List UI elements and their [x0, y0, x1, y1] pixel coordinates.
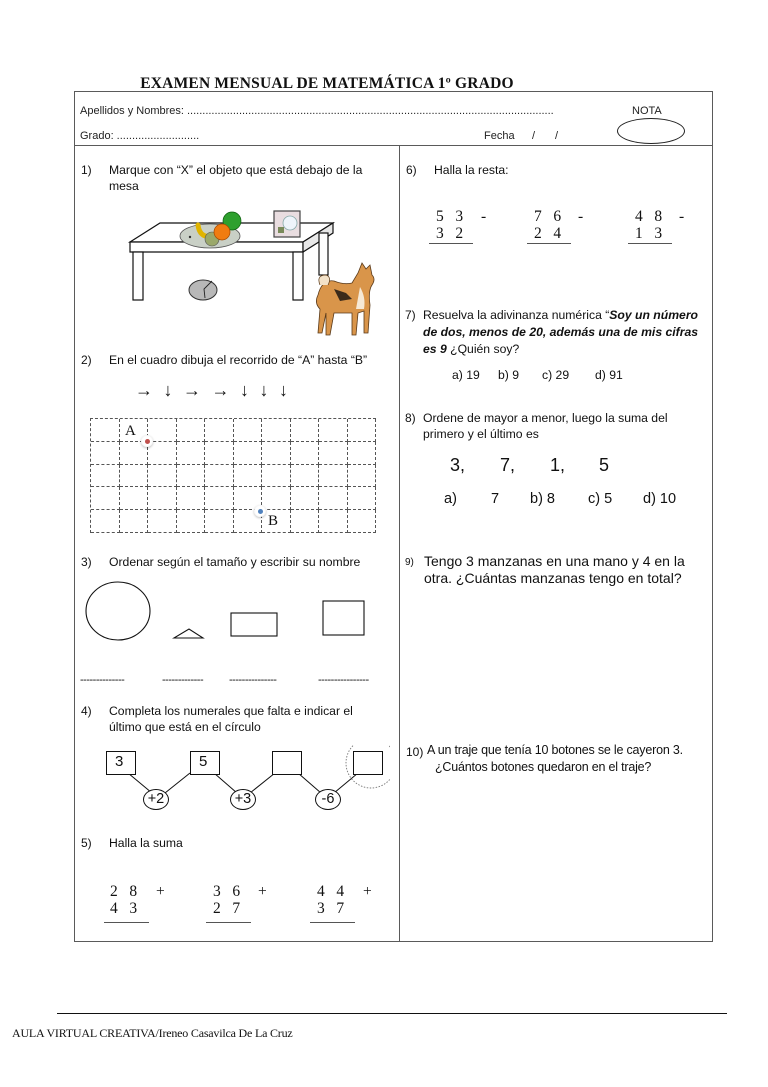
- sum-2-line: [206, 922, 251, 923]
- question-8-line: primero y el último es: [423, 427, 539, 441]
- arrow-down-icon: ↓: [163, 380, 176, 400]
- column-divider: [399, 145, 400, 942]
- q7-option-a[interactable]: a) 19: [452, 368, 480, 382]
- diff-3-top: 4 8: [635, 208, 663, 225]
- diff-3-bottom: 1 3: [635, 225, 663, 242]
- question-6-text: Halla la resta:: [434, 163, 509, 177]
- question-6-number: 6): [406, 163, 417, 177]
- question-7-text: Resuelva la adivinanza numérica “Soy un número de dos, menos de 20, además una de mis cifras es 9 ¿Quién soy?: [423, 308, 699, 356]
- sum-3-top: 4 4: [317, 883, 345, 900]
- diff-3-sign: -: [679, 208, 685, 225]
- q8-option-b[interactable]: b) 8: [530, 491, 555, 507]
- arrow-right-icon: →: [211, 380, 233, 400]
- sum-2-bottom: 2 7: [213, 900, 241, 917]
- circle-shape-icon: [86, 582, 150, 640]
- operator-circle-2: +3: [230, 789, 256, 810]
- question-1-number: 1): [81, 163, 92, 177]
- point-a-label: A: [125, 423, 136, 439]
- date-separator: /: [532, 130, 536, 142]
- sum-1-line: [104, 922, 149, 923]
- question-5-text: Halla la suma: [109, 836, 183, 850]
- diff-2-sign: -: [578, 208, 584, 225]
- blank-4[interactable]: ----------------: [318, 674, 369, 686]
- date-label: Fecha: [484, 130, 515, 142]
- question-1-line: mesa: [109, 179, 139, 193]
- question-4-text: [109, 703, 394, 735]
- arrow-down-icon: ↓: [259, 380, 272, 400]
- number-box-1: 3: [106, 751, 136, 775]
- question-1-line: Marque con “X” el objeto que está debajo de la: [109, 163, 363, 177]
- question-9-text: [424, 553, 714, 587]
- q8-number-3: 1,: [550, 455, 566, 475]
- question-5-number: 5): [81, 836, 92, 850]
- date-separator: /: [555, 130, 559, 142]
- sum-2-top: 3 6: [213, 883, 241, 900]
- q8-option-d[interactable]: d) 10: [643, 491, 677, 507]
- operator-circle-1: +2: [143, 789, 169, 810]
- question-8-line: Ordene de mayor a menor, luego la suma del: [423, 411, 668, 425]
- q8-number-1: 3,: [450, 455, 466, 475]
- q7-option-c[interactable]: c) 29: [542, 368, 570, 382]
- arrow-down-icon: ↓: [279, 380, 291, 400]
- q8-number-4: 5: [599, 455, 610, 475]
- shapes-figure: [80, 575, 380, 645]
- question-9-number: 9): [405, 557, 414, 568]
- question-8-text: [423, 410, 715, 442]
- diff-1-sign: -: [481, 208, 487, 225]
- question-10-line: A un traje que tenía 10 botones se le cayeron 3.: [427, 743, 683, 757]
- question-9-line: otra. ¿Cuántas manzanas tengo en total?: [424, 570, 682, 586]
- table-scene-image[interactable]: [120, 205, 385, 345]
- question-8-number: 8): [405, 411, 416, 425]
- title-text: EXAMEN MENSUAL DE MATEMÁTICA 1º GRADO: [140, 75, 514, 92]
- question-10-text: [427, 742, 717, 776]
- point-b-label: B: [268, 513, 279, 529]
- footer-credit: AULA VIRTUAL CREATIVA/Ireneo Casavilca De La Cruz: [12, 1026, 293, 1040]
- question-3-text: Ordenar según el tamaño y escribir su nombre: [109, 555, 361, 569]
- diff-1-bottom: 3 2: [436, 225, 464, 242]
- triangle-shape-icon: [174, 629, 203, 638]
- question-2-number: 2): [81, 353, 92, 367]
- blank-2[interactable]: -------------: [162, 674, 204, 686]
- q8-number-2: 7,: [500, 455, 516, 475]
- grade-field[interactable]: Grado: ...........................: [80, 130, 200, 142]
- sum-2-sign: +: [258, 883, 267, 900]
- diff-2-line: [527, 243, 571, 244]
- q7-option-d[interactable]: d) 91: [595, 368, 623, 382]
- arrow-right-icon: →: [183, 380, 204, 400]
- diff-1-line: [429, 243, 473, 244]
- question-7-number: 7): [405, 308, 416, 322]
- footer-rule: [57, 1013, 727, 1014]
- question-2-text: En el cuadro dibuja el recorrido de “A” hasta “B”: [109, 353, 368, 367]
- direction-arrows: [135, 380, 291, 401]
- question-1-text: [109, 162, 394, 194]
- blank-1[interactable]: --------------: [80, 674, 125, 686]
- number-box-2: 5: [190, 751, 220, 775]
- diff-1-top: 5 3: [436, 208, 464, 225]
- question-4-line: Completa los numerales que falta e indicar el: [109, 704, 353, 718]
- nota-label: NOTA: [632, 105, 662, 117]
- diff-2-bottom: 2 4: [534, 225, 562, 242]
- sum-1-bottom: 4 3: [110, 900, 138, 917]
- question-4-number: 4): [81, 704, 92, 718]
- point-b-marker: [254, 505, 266, 517]
- number-box-4[interactable]: [353, 751, 383, 775]
- fruit-basket-icon: [180, 212, 241, 248]
- question-3-number: 3): [81, 555, 92, 569]
- nota-oval[interactable]: [617, 118, 685, 144]
- diff-2-top: 7 6: [534, 208, 562, 225]
- number-box-3[interactable]: [272, 751, 302, 775]
- sum-1-sign: +: [156, 883, 165, 900]
- arrow-right-icon: →: [135, 380, 156, 400]
- q8-option-c[interactable]: c) 5: [588, 491, 613, 507]
- q8-option-a-value[interactable]: 7: [491, 491, 500, 507]
- square-shape-icon: [323, 601, 364, 635]
- diff-3-line: [628, 243, 672, 244]
- point-a-marker: [141, 435, 153, 447]
- stone-icon: [189, 280, 217, 300]
- rectangle-shape-icon: [231, 613, 277, 636]
- q7-option-b[interactable]: b) 9: [498, 368, 520, 382]
- arrow-down-icon: ↓: [240, 380, 252, 400]
- blank-3[interactable]: ---------------: [229, 674, 277, 686]
- question-4-line: último que está en el círculo: [109, 720, 261, 734]
- q8-option-a-label[interactable]: a): [444, 491, 457, 507]
- sum-1-top: 2 8: [110, 883, 138, 900]
- operator-circle-3: -6: [315, 789, 341, 810]
- question-9-line: Tengo 3 manzanas en una mano y 4 en la: [424, 553, 685, 569]
- question-10-line: ¿Cuántos botones quedaron en el traje?: [435, 760, 652, 774]
- question-10-number: 10): [406, 745, 424, 759]
- sum-3-bottom: 3 7: [317, 900, 345, 917]
- framed-lightbulb-icon: [274, 211, 300, 237]
- header-divider: [74, 145, 713, 146]
- name-field[interactable]: Apellidos y Nombres: ........................................................................................................................: [80, 105, 554, 117]
- sum-3-sign: +: [363, 883, 372, 900]
- sum-3-line: [310, 922, 355, 923]
